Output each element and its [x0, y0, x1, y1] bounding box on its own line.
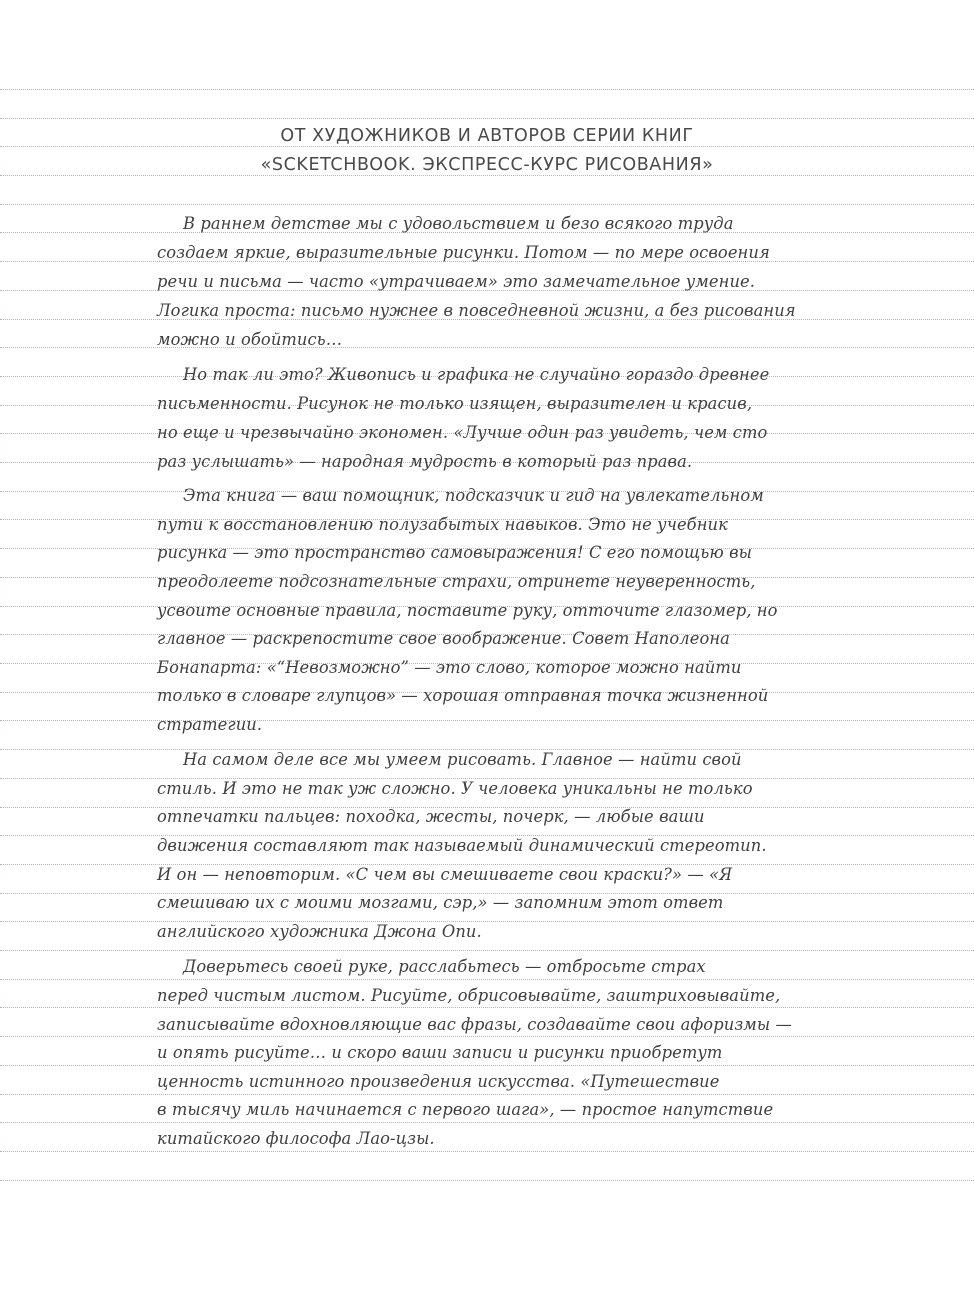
paragraph-3-line-2: пути к восстановлению полузабытых навыков. Это не учебник: [157, 515, 728, 534]
paragraph-4-line-3: отпечатки пальцев: походка, жесты, почерк, — любые ваши: [157, 807, 705, 826]
paragraph-3-line-9: стратегии.: [157, 715, 263, 734]
paragraph-4-line-2: стиль. И это не так уж сложно. У человека уникальны не только: [157, 779, 753, 798]
paragraph-5-line-5: ценность истинного произведения искусства. «Путешествие: [157, 1072, 720, 1091]
paragraph-3-line-6: главное — раскрепостите свое воображение. Совет Наполеона: [157, 629, 730, 648]
paragraph-1-line-2: создаем яркие, выразительные рисунки. Потом — по мере освоения: [157, 243, 770, 262]
paragraph-1-line-1: В раннем детстве мы с удовольствием и безо всякого труда: [183, 214, 734, 233]
paragraph-4-line-1: На самом деле все мы умеем рисовать. Главное — найти свой: [183, 750, 742, 769]
page-heading-line-1: ОТ ХУДОЖНИКОВ И АВТОРОВ СЕРИИ КНИГ: [280, 126, 694, 146]
paragraph-4-line-7: английского художника Джона Опи.: [157, 922, 482, 941]
paragraph-1-line-4: Логика проста: письмо нужнее в повседневной жизни, а без рисования: [157, 301, 796, 320]
paragraph-2-line-4: раз услышать» — народная мудрость в который раз права.: [157, 452, 693, 471]
paragraph-1-line-3: речи и письма — часто «утрачиваем» это замечательное умение.: [157, 272, 756, 291]
paragraph-3-line-1: Эта книга — ваш помощник, подсказчик и гид на увлекательном: [183, 486, 764, 505]
page-heading-line-2: «SCKETCHBOOK. ЭКСПРЕСС-КУРС РИСОВАНИЯ»: [260, 155, 714, 175]
paragraph-3-line-5: усвоите основные правила, поставите руку, отточите глазомер, но: [157, 601, 778, 620]
paragraph-5-line-7: китайского философа Лао-цзы.: [157, 1129, 435, 1148]
paragraph-3-line-7: Бонапарта: «“Невозможно” — это слово, которое можно найти: [157, 658, 742, 677]
paragraph-5-line-2: перед чистым листом. Рисуйте, обрисовывайте, заштриховывайте,: [157, 986, 781, 1005]
paragraph-2-line-3: но еще и чрезвычайно экономен. «Лучше один раз увидеть, чем сто: [157, 423, 768, 442]
paragraph-2-line-2: письменности. Рисунок не только изящен, выразителен и красив,: [157, 394, 753, 413]
paragraph-4-line-6: смешиваю их с моими мозгами, сэр,» — запомним этот ответ: [157, 893, 724, 912]
paragraph-5-line-1: Доверьтесь своей руке, расслабьтесь — отбросьте страх: [183, 957, 706, 976]
paragraph-5-line-6: в тысячу миль начинается с первого шага», — простое напутствие: [157, 1100, 774, 1119]
paragraph-5-line-4: и опять рисуйте… и скоро ваши записи и рисунки приобретут: [157, 1043, 723, 1062]
paragraph-4-line-4: движения составляют так называемый динамический стереотип.: [157, 836, 767, 855]
paragraph-3-line-3: рисунка — это пространство самовыражения! С его помощью вы: [157, 543, 753, 562]
paragraph-4-line-5: И он — неповторим. «С чем вы смешиваете свои краски?» — «Я: [157, 865, 733, 884]
paragraph-5-line-3: записывайте вдохновляющие вас фразы, создавайте свои афоризмы —: [157, 1015, 792, 1034]
paragraph-2-line-1: Но так ли это? Живопись и графика не случайно гораздо древнее: [183, 365, 770, 384]
paragraph-1-line-5: можно и обойтись…: [157, 330, 343, 349]
paragraph-3-line-8: только в словаре глупцов» — хорошая отправная точка жизненной: [157, 686, 769, 705]
paragraph-3-line-4: преодолеете подсознательные страхи, отринете неуверенность,: [157, 572, 756, 591]
